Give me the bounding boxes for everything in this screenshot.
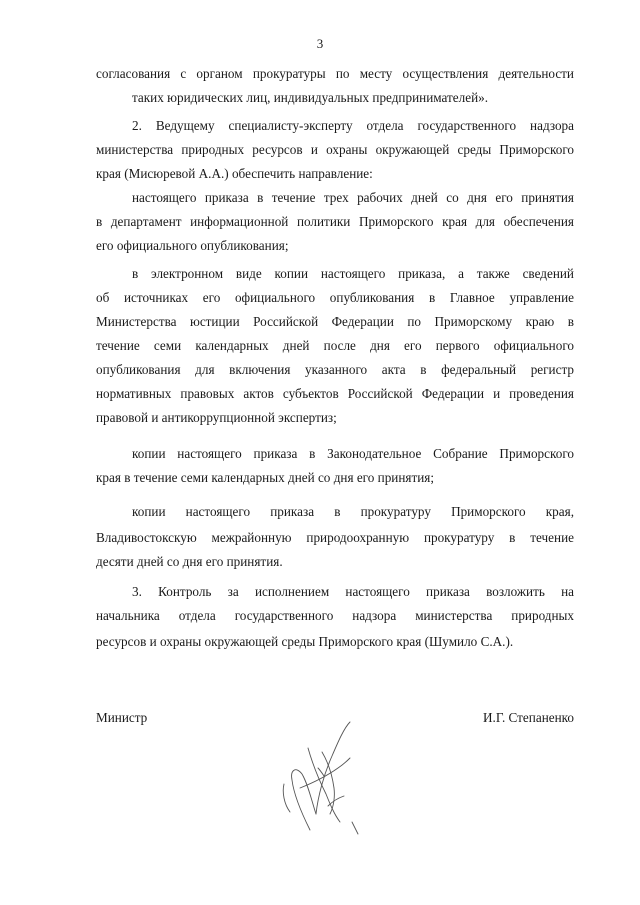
document-line: его официального опубликования; (96, 238, 289, 253)
document-line: согласования с органом прокуратуры по месту осуществления деятельности (96, 66, 574, 81)
handwritten-signature (272, 718, 368, 840)
document-line: 3. Контроль за исполнением настоящего приказа возложить на (132, 584, 574, 599)
document-line: нормативных правовых актов субъектов Российской Федерации и проведения (96, 386, 574, 401)
document-line: копии настоящего приказа в Законодательное Собрание Приморского (132, 446, 574, 461)
document-line: десяти дней со дня его принятия. (96, 554, 283, 569)
document-line: Министерства юстиции Российской Федерации по Приморскому краю в (96, 314, 574, 329)
document-line: Владивостокскую межрайонную природоохранную прокуратуру в течение (96, 530, 574, 545)
document-line: 2. Ведущему специалисту-эксперту отдела государственного надзора (132, 118, 574, 133)
document-line: опубликования для включения указанного акта в федеральный регистр (96, 362, 574, 377)
document-line: министерства природных ресурсов и охраны окружающей среды Приморского (96, 142, 574, 157)
signatory-name: И.Г. Степаненко (483, 710, 574, 725)
document-line: правовой и антикоррупционной экспертиз; (96, 410, 337, 425)
document-line: края (Мисюревой А.А.) обеспечить направление: (96, 166, 373, 181)
document-line: в электронном виде копии настоящего приказа, а также сведений (132, 266, 574, 281)
document-line: края в течение семи календарных дней со дня его принятия; (96, 470, 435, 485)
document-line: начальника отдела государственного надзора министерства природных (96, 608, 574, 623)
document-line: в департамент информационной политики Приморского края для обеспечения (96, 214, 574, 229)
page-number: 3 (316, 36, 324, 51)
document-line: таких юридических лиц, индивидуальных предпринимателей». (132, 90, 489, 105)
signatory-position: Министр (96, 710, 148, 725)
document-line: ресурсов и охраны окружающей среды Приморского края (Шумило С.А.). (96, 634, 514, 649)
document-line: течение семи календарных дней после дня его первого официального (96, 338, 574, 353)
document-line: об источниках его официального опубликования в Главное управление (96, 290, 574, 305)
document-line: копии настоящего приказа в прокуратуру Приморского края, (132, 504, 574, 519)
document-line: настоящего приказа в течение трех рабочих дней со дня его принятия (132, 190, 574, 205)
